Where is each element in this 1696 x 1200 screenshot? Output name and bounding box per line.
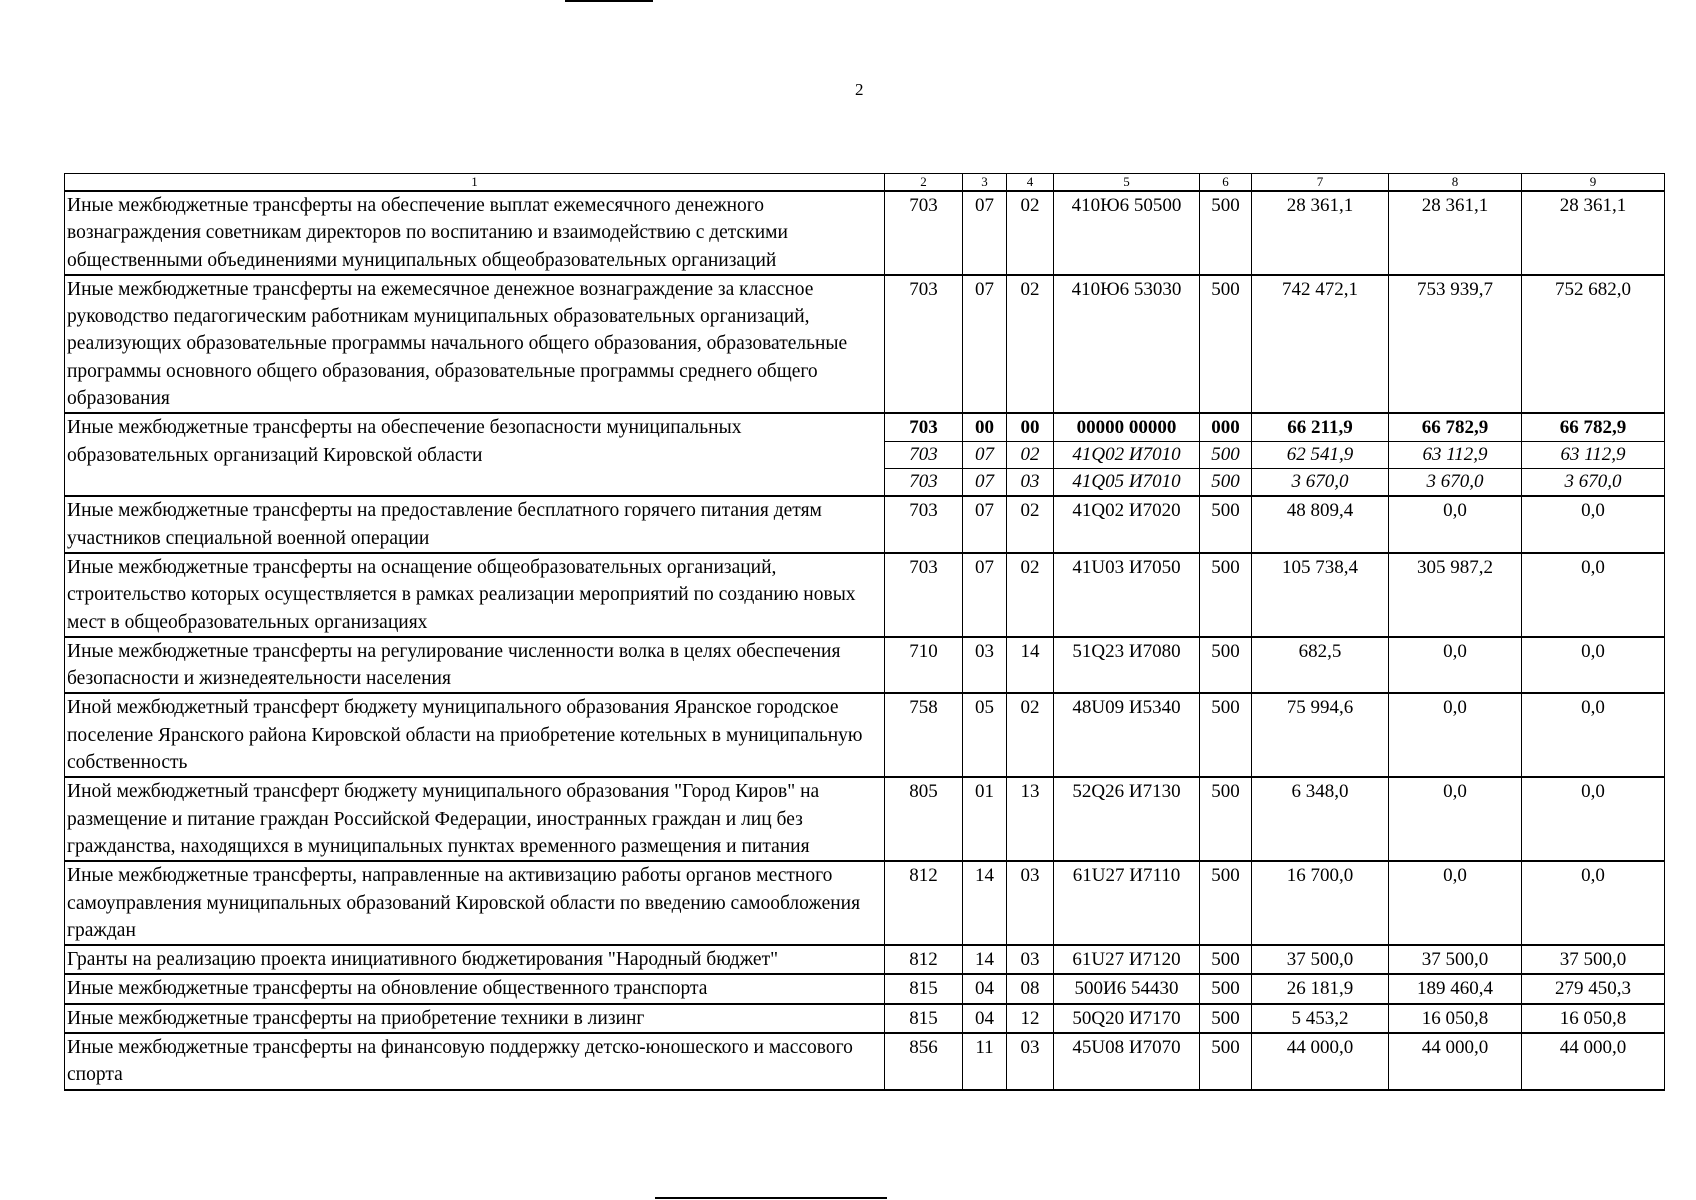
cell-amount-year-1: 16 700,0 <box>1252 861 1389 945</box>
row-description: Иной межбюджетный трансферт бюджету муниципального образования "Город Киров" на размещение и питание граждан Российской Федерации, иностранных граждан и лиц без гражданства, находящихся в муниципальных пунктах временного размещения и питания <box>65 777 885 861</box>
column-header: 8 <box>1389 174 1522 192</box>
cell-amount-year-1: 44 000,0 <box>1252 1033 1389 1090</box>
cell-amount-year-3: 0,0 <box>1522 553 1665 637</box>
cell-amount-year-2: 44 000,0 <box>1389 1033 1522 1090</box>
cell-subsection: 08 <box>1007 974 1054 1003</box>
cell-amount-year-1: 742 472,1 <box>1252 275 1389 413</box>
cell-expense-type: 500 <box>1200 693 1252 777</box>
cell-section: 815 <box>885 1004 963 1033</box>
cell-amount-year-3: 66 782,9 <box>1522 413 1665 442</box>
column-header: 3 <box>963 174 1007 192</box>
cell-expense-type: 500 <box>1200 777 1252 861</box>
cell-target-code: 61U27 И7120 <box>1054 945 1200 974</box>
cell-target-code: 500И6 54430 <box>1054 974 1200 1003</box>
cell-target-code: 51Q23 И7080 <box>1054 637 1200 694</box>
cell-amount-year-1: 6 348,0 <box>1252 777 1389 861</box>
cell-amount-year-3: 3 670,0 <box>1522 469 1665 497</box>
table-row <box>65 945 1665 974</box>
page-number: 2 <box>855 80 864 99</box>
table-row <box>65 496 1665 553</box>
cell-target-code: 410Ю6 53030 <box>1054 275 1200 413</box>
cell-amount-year-2: 16 050,8 <box>1389 1004 1522 1033</box>
cell-amount-year-2: 28 361,1 <box>1389 191 1522 275</box>
cell-chapter: 07 <box>963 275 1007 413</box>
row-description: Иные межбюджетные трансферты на обновление общественного транспорта <box>65 974 885 1003</box>
cell-chapter: 07 <box>963 496 1007 553</box>
cell-chapter: 04 <box>963 1004 1007 1033</box>
cell-chapter: 03 <box>963 637 1007 694</box>
cell-amount-year-1: 48 809,4 <box>1252 496 1389 553</box>
column-header: 9 <box>1522 174 1665 192</box>
cell-expense-type: 500 <box>1200 974 1252 1003</box>
cell-chapter: 11 <box>963 1033 1007 1090</box>
cell-amount-year-1: 66 211,9 <box>1252 413 1389 442</box>
cell-section: 703 <box>885 275 963 413</box>
row-description: Иные межбюджетные трансферты на обеспечение выплат ежемесячного денежного вознаграждения советникам директоров по воспитанию и взаимодействию с детскими общественными объединениями муниципальных общеобразовательных организаций <box>65 191 885 275</box>
cell-amount-year-3: 0,0 <box>1522 861 1665 945</box>
cell-subsection: 02 <box>1007 553 1054 637</box>
cell-target-code: 41Q02 И7020 <box>1054 496 1200 553</box>
cell-expense-type: 500 <box>1200 496 1252 553</box>
cell-amount-year-3: 0,0 <box>1522 693 1665 777</box>
cell-amount-year-2: 0,0 <box>1389 496 1522 553</box>
cell-chapter: 07 <box>963 191 1007 275</box>
row-description: Иные межбюджетные трансферты, направленные на активизацию работы органов местного самоуправления муниципальных образований Кировской области по введению самообложения граждан <box>65 861 885 945</box>
row-description: Иные межбюджетные трансферты на финансовую поддержку детско-юношеского и массового спорта <box>65 1033 885 1090</box>
table-row <box>65 693 1665 777</box>
cell-target-code: 50Q20 И7170 <box>1054 1004 1200 1033</box>
column-header: 1 <box>65 174 885 192</box>
cell-chapter: 04 <box>963 974 1007 1003</box>
cell-expense-type: 500 <box>1200 1033 1252 1090</box>
cell-subsection: 02 <box>1007 496 1054 553</box>
cell-subsection: 02 <box>1007 275 1054 413</box>
row-description: Иные межбюджетные трансферты на приобретение техники в лизинг <box>65 1004 885 1033</box>
cell-expense-type: 500 <box>1200 553 1252 637</box>
table-row <box>65 777 1665 861</box>
cell-section: 703 <box>885 496 963 553</box>
cell-amount-year-2: 305 987,2 <box>1389 553 1522 637</box>
cell-amount-year-3: 279 450,3 <box>1522 974 1665 1003</box>
cell-amount-year-1: 105 738,4 <box>1252 553 1389 637</box>
cell-target-code: 41U03 И7050 <box>1054 553 1200 637</box>
cell-chapter: 07 <box>963 469 1007 497</box>
cell-subsection: 02 <box>1007 442 1054 469</box>
cell-amount-year-2: 66 782,9 <box>1389 413 1522 442</box>
cell-amount-year-2: 0,0 <box>1389 777 1522 861</box>
cell-chapter: 07 <box>963 553 1007 637</box>
cell-target-code: 00000 00000 <box>1054 413 1200 442</box>
cell-target-code: 45U08 И7070 <box>1054 1033 1200 1090</box>
row-description: Иные межбюджетные трансферты на регулирование численности волка в целях обеспечения безопасности и жизнедеятельности населения <box>65 637 885 694</box>
cell-target-code: 61U27 И7110 <box>1054 861 1200 945</box>
cell-section: 703 <box>885 442 963 469</box>
cell-amount-year-3: 63 112,9 <box>1522 442 1665 469</box>
table-row <box>65 275 1665 413</box>
cell-amount-year-2: 37 500,0 <box>1389 945 1522 974</box>
row-description: Иные межбюджетные трансферты на оснащение общеобразовательных организаций, строительство которых осуществляется в рамках реализации мероприятий по созданию новых мест в общеобразовательных организациях <box>65 553 885 637</box>
cell-amount-year-1: 37 500,0 <box>1252 945 1389 974</box>
cell-section: 815 <box>885 974 963 1003</box>
cell-amount-year-1: 62 541,9 <box>1252 442 1389 469</box>
cell-target-code: 41Q02 И7010 <box>1054 442 1200 469</box>
cell-subsection: 03 <box>1007 1033 1054 1090</box>
cell-expense-type: 500 <box>1200 442 1252 469</box>
cell-amount-year-3: 28 361,1 <box>1522 191 1665 275</box>
cell-subsection: 03 <box>1007 861 1054 945</box>
cell-expense-type: 500 <box>1200 637 1252 694</box>
cell-amount-year-1: 682,5 <box>1252 637 1389 694</box>
cell-subsection: 13 <box>1007 777 1054 861</box>
cell-amount-year-3: 0,0 <box>1522 496 1665 553</box>
cell-section: 703 <box>885 469 963 497</box>
table-row <box>65 191 1665 275</box>
cell-section: 805 <box>885 777 963 861</box>
cell-amount-year-3: 37 500,0 <box>1522 945 1665 974</box>
cell-subsection: 03 <box>1007 469 1054 497</box>
table-row <box>65 637 1665 694</box>
cell-chapter: 05 <box>963 693 1007 777</box>
cell-amount-year-2: 3 670,0 <box>1389 469 1522 497</box>
cell-chapter: 00 <box>963 413 1007 442</box>
cell-subsection: 03 <box>1007 945 1054 974</box>
table-row <box>65 1004 1665 1033</box>
table-row <box>65 861 1665 945</box>
cell-amount-year-3: 16 050,8 <box>1522 1004 1665 1033</box>
cell-expense-type: 500 <box>1200 275 1252 413</box>
cell-target-code: 41Q05 И7010 <box>1054 469 1200 497</box>
cell-amount-year-3: 0,0 <box>1522 777 1665 861</box>
cell-amount-year-2: 0,0 <box>1389 637 1522 694</box>
column-header: 2 <box>885 174 963 192</box>
cell-amount-year-1: 3 670,0 <box>1252 469 1389 497</box>
table-row <box>65 553 1665 637</box>
row-description: Иной межбюджетный трансферт бюджету муниципального образования Яранское городское поселение Яранского района Кировской области на приобретение котельных в муниципальную собственность <box>65 693 885 777</box>
budget-table <box>64 173 1665 1091</box>
cell-subsection: 14 <box>1007 637 1054 694</box>
cell-expense-type: 500 <box>1200 191 1252 275</box>
cell-amount-year-2: 189 460,4 <box>1389 974 1522 1003</box>
cell-amount-year-3: 0,0 <box>1522 637 1665 694</box>
cell-section: 812 <box>885 945 963 974</box>
cell-subsection: 02 <box>1007 693 1054 777</box>
cell-section: 710 <box>885 637 963 694</box>
table-row <box>65 1033 1665 1090</box>
row-description: Иные межбюджетные трансферты на предоставление бесплатного горячего питания детям участников специальной военной операции <box>65 496 885 553</box>
cell-expense-type: 000 <box>1200 413 1252 442</box>
cell-amount-year-1: 26 181,9 <box>1252 974 1389 1003</box>
cell-section: 703 <box>885 191 963 275</box>
header-row <box>65 174 1665 192</box>
row-description: Гранты на реализацию проекта инициативного бюджетирования "Народный бюджет" <box>65 945 885 974</box>
cell-amount-year-2: 753 939,7 <box>1389 275 1522 413</box>
cell-expense-type: 500 <box>1200 861 1252 945</box>
cell-target-code: 48U09 И5340 <box>1054 693 1200 777</box>
cell-amount-year-1: 5 453,2 <box>1252 1004 1389 1033</box>
cell-subsection: 00 <box>1007 413 1054 442</box>
cell-amount-year-3: 44 000,0 <box>1522 1033 1665 1090</box>
cell-section: 856 <box>885 1033 963 1090</box>
cell-section: 758 <box>885 693 963 777</box>
column-header: 6 <box>1200 174 1252 192</box>
cell-subsection: 02 <box>1007 191 1054 275</box>
row-description: Иные межбюджетные трансферты на обеспечение безопасности муниципальных образовательных организаций Кировской области <box>65 413 885 496</box>
cell-expense-type: 500 <box>1200 1004 1252 1033</box>
cell-section: 812 <box>885 861 963 945</box>
cell-section: 703 <box>885 553 963 637</box>
column-header: 4 <box>1007 174 1054 192</box>
cell-amount-year-3: 752 682,0 <box>1522 275 1665 413</box>
cell-chapter: 14 <box>963 861 1007 945</box>
bottom-rule <box>655 1197 887 1199</box>
cell-amount-year-2: 63 112,9 <box>1389 442 1522 469</box>
cell-chapter: 01 <box>963 777 1007 861</box>
column-header: 5 <box>1054 174 1200 192</box>
cell-expense-type: 500 <box>1200 469 1252 497</box>
cell-amount-year-2: 0,0 <box>1389 861 1522 945</box>
cell-amount-year-1: 75 994,6 <box>1252 693 1389 777</box>
row-description: Иные межбюджетные трансферты на ежемесячное денежное вознаграждение за классное руководство педагогическим работникам муниципальных образовательных организаций, реализующих образовательные программы начального общего образования, образовательные программы основного общего образования, образовательные программы среднего общего образования <box>65 275 885 413</box>
top-rule <box>565 0 653 2</box>
table-row-subtotal <box>65 413 1665 442</box>
cell-target-code: 410Ю6 50500 <box>1054 191 1200 275</box>
cell-subsection: 12 <box>1007 1004 1054 1033</box>
cell-section: 703 <box>885 413 963 442</box>
cell-target-code: 52Q26 И7130 <box>1054 777 1200 861</box>
cell-chapter: 14 <box>963 945 1007 974</box>
cell-chapter: 07 <box>963 442 1007 469</box>
table-row <box>65 974 1665 1003</box>
column-header: 7 <box>1252 174 1389 192</box>
cell-amount-year-1: 28 361,1 <box>1252 191 1389 275</box>
cell-amount-year-2: 0,0 <box>1389 693 1522 777</box>
cell-expense-type: 500 <box>1200 945 1252 974</box>
